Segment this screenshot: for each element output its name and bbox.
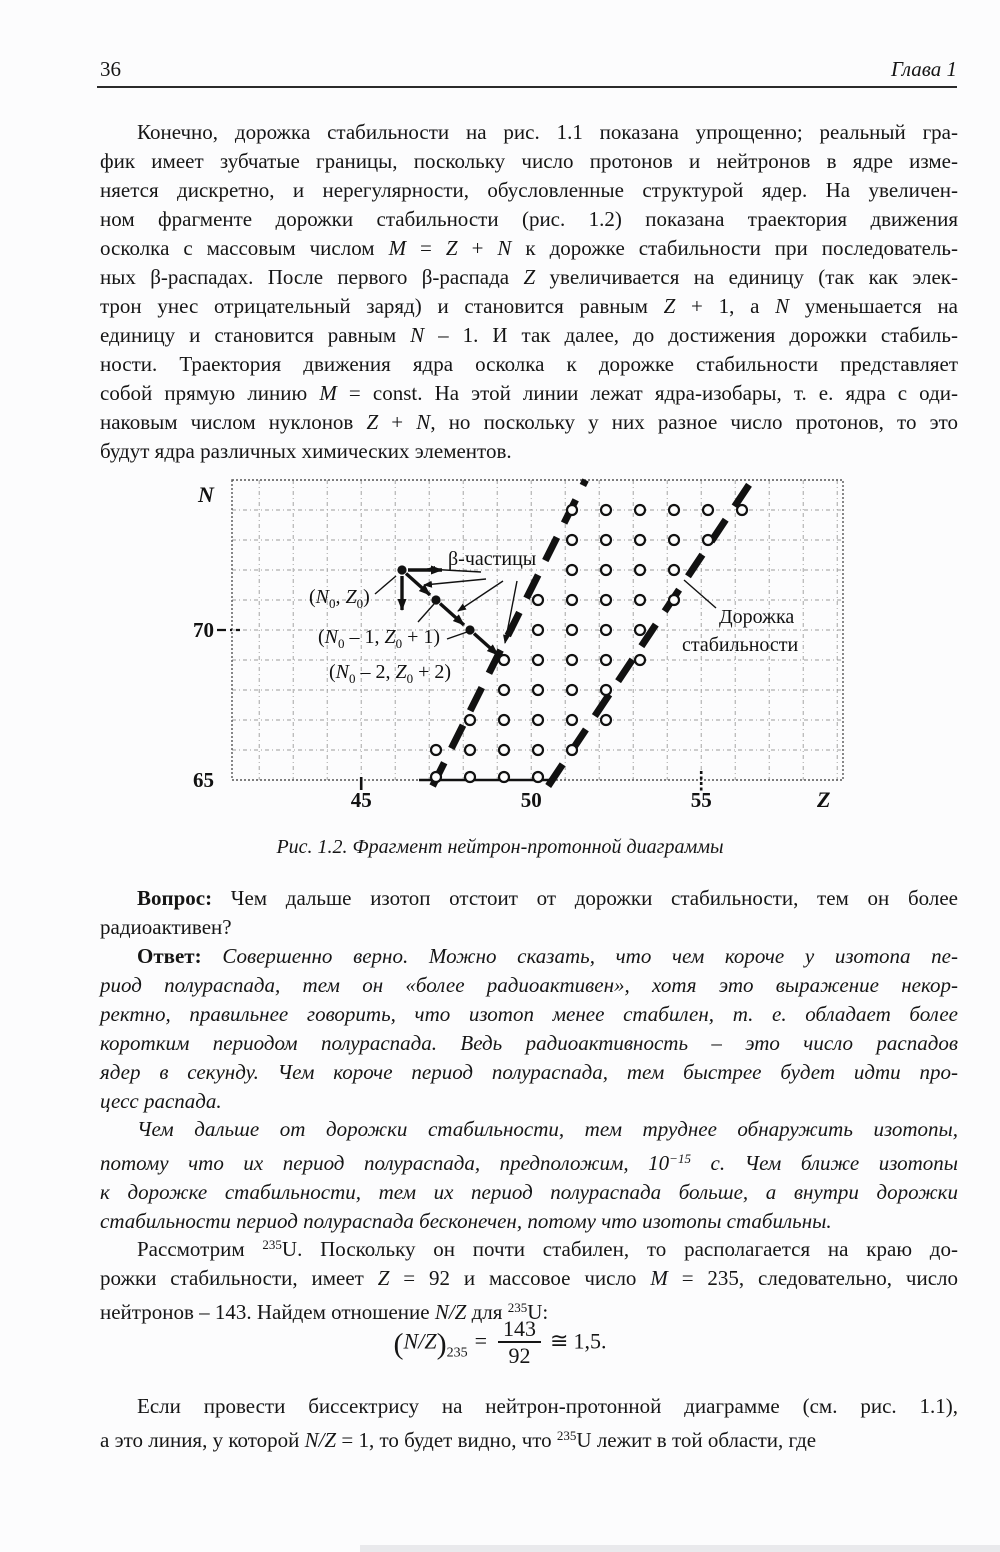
text-run: 235 — [262, 1237, 282, 1252]
text-run: наковым числом нуклонов — [100, 410, 367, 434]
stable-isotope-marker — [601, 535, 611, 545]
stable-isotope-marker — [601, 685, 611, 695]
formula-open-paren: ( — [393, 1327, 404, 1361]
text-run: = 92 и массовое число — [389, 1266, 651, 1290]
text-run: , но поскольку у них разное число протонов, то это — [430, 410, 959, 434]
track-label-line1: Дорожка — [719, 606, 795, 628]
chapter-title: Глава 1 — [891, 57, 957, 81]
text-line — [100, 1087, 958, 1116]
text-line — [100, 118, 958, 147]
text-run: а это линия, у которой — [100, 1428, 305, 1452]
stable-isotope-marker — [465, 745, 475, 755]
formula-value: 1,5 — [573, 1328, 601, 1354]
text-run: −15 — [669, 1151, 691, 1166]
text-line — [100, 1144, 958, 1178]
text-run: 235 — [507, 1300, 528, 1315]
paragraph-bisector — [100, 1392, 958, 1455]
paragraph-uranium — [100, 1230, 958, 1327]
text-run: уменьшается на — [789, 294, 958, 318]
stable-isotope-marker — [635, 625, 645, 635]
label-pointer-line — [447, 632, 467, 639]
stable-isotope-marker — [533, 772, 543, 782]
text-line — [100, 942, 958, 971]
stable-isotope-marker — [533, 715, 543, 725]
text-line — [100, 913, 958, 942]
stable-isotope-marker — [499, 715, 509, 725]
track-label-line2: стабильности — [682, 634, 799, 656]
formula-nz-ratio — [0, 1316, 1000, 1369]
header-rule — [97, 86, 957, 88]
stable-isotope-marker — [431, 772, 441, 782]
text-run: фик имеет зубчатые границы, поскольку число протонов и нейтронов в ядре изме- — [100, 149, 958, 173]
text-run: ядер в секунду. Чем короче период полураспада, тем быстрее будет идти про- — [100, 1060, 958, 1084]
text-line — [100, 176, 958, 205]
stable-isotope-marker — [567, 655, 577, 665]
formula-subscript: 235 — [446, 1345, 468, 1361]
stable-isotope-marker — [465, 772, 475, 782]
text-run: = 235, следовательно, число — [667, 1266, 959, 1290]
text-run: = — [406, 236, 446, 260]
text-run: радиоактивен? — [100, 915, 232, 939]
page-header — [100, 57, 957, 82]
text-run: няется дискретно, и нерегулярности, обусловленные структурой ядер. На увеличен- — [100, 178, 958, 202]
stable-isotope-marker — [635, 535, 645, 545]
text-run: коротким периодом полураспада. Ведь радиоактивность – это число распадов — [100, 1031, 958, 1055]
text-run: N — [775, 294, 790, 318]
text-run: ректно, правильнее говорить, что изотоп менее стабилен, т. е. обладает более — [100, 1002, 958, 1026]
text-run: к дорожке стабильности, тем их период полураспада больше, а внутри дорожки — [100, 1180, 958, 1204]
text-line — [100, 1000, 958, 1029]
stable-isotope-marker — [567, 595, 577, 605]
axis-label-n: N — [198, 482, 214, 507]
stable-isotope-marker — [669, 565, 679, 575]
text-line — [100, 1115, 958, 1144]
stable-isotope-marker — [533, 745, 543, 755]
text-run: Z — [523, 265, 536, 289]
text-line — [100, 1392, 958, 1421]
stable-isotope-marker — [533, 595, 543, 605]
text-line — [100, 234, 958, 263]
axis-label-z: Z — [817, 787, 831, 812]
stable-isotope-marker — [567, 565, 577, 575]
text-run — [202, 944, 223, 968]
text-run: M — [388, 236, 407, 260]
text-line — [100, 292, 958, 321]
text-run: Рассмотрим — [137, 1237, 263, 1261]
text-run: Чем дальше изотоп отстоит от дорожки стабильности, тем он более — [212, 886, 958, 910]
point-label-2: ($N_0 - 2$, $Z_0 + 2$) — [329, 661, 452, 686]
text-run: Z — [366, 410, 379, 434]
paragraph-question — [100, 884, 958, 942]
text-run: N — [416, 410, 431, 434]
text-line — [100, 408, 958, 437]
text-run: Вопрос: — [137, 886, 213, 910]
stable-isotope-marker — [601, 625, 611, 635]
text-run: Z — [445, 236, 458, 260]
paragraph-stability-track — [100, 118, 958, 466]
text-run: 235 — [556, 1428, 577, 1443]
text-run: стабильности период полураспада бесконечен, потому что изотопы стабильны. — [100, 1209, 832, 1233]
beta-pointer-arrow — [458, 581, 503, 611]
text-run: N/Z — [434, 1300, 467, 1324]
stable-isotope-marker — [567, 685, 577, 695]
fission-fragment-point — [397, 565, 406, 574]
page-number: 36 — [100, 57, 121, 81]
text-run: Если провести биссектрису на нейтрон-протонной диаграмме (см. рис. 1.1), — [137, 1394, 958, 1418]
text-line — [100, 971, 958, 1000]
text-run: единицу и становится равным — [100, 323, 411, 347]
text-run: U лежит в той области, где — [576, 1428, 817, 1452]
text-line — [100, 147, 958, 176]
formula-period: . — [600, 1328, 607, 1354]
stable-isotope-marker — [635, 595, 645, 605]
point-label-1: ($N_0 - 1$, $Z_0 + 1$) — [318, 626, 441, 651]
formula-equals: = — [474, 1328, 487, 1354]
beta-decay-arrow — [440, 604, 464, 626]
text-line — [100, 263, 958, 292]
text-run: риод полураспада, тем он «более радиоактивен», хотя это выражение некор- — [100, 973, 958, 997]
text-line — [100, 1178, 958, 1207]
x-tick-label: 55 — [690, 788, 712, 812]
text-run: N — [410, 323, 425, 347]
figure-neutron-proton-diagram — [185, 475, 875, 825]
text-run: трон унес отрицательный заряд) и становится равным — [100, 294, 664, 318]
y-tick-label: 70 — [193, 618, 214, 642]
text-run: Z — [377, 1266, 390, 1290]
text-run: будут ядра различных химических элементов. — [100, 439, 512, 463]
text-run: с. Чем ближе изотопы — [690, 1151, 958, 1175]
text-run: M — [319, 381, 337, 405]
text-run: M — [650, 1266, 668, 1290]
stable-isotope-marker — [499, 655, 509, 665]
x-tick-label: 45 — [350, 788, 372, 812]
text-line — [100, 379, 958, 408]
text-run: ности. Траектория движения ядра осколка к дорожке стабильности представляет — [100, 352, 958, 376]
label-pointer-line — [375, 576, 396, 594]
stable-isotope-marker — [703, 535, 713, 545]
stable-isotope-marker — [601, 595, 611, 605]
stable-isotope-marker — [499, 685, 509, 695]
formula-numerator: 143 — [498, 1316, 541, 1343]
fission-fragment-point — [431, 595, 440, 604]
text-run: осколка с массовым числом — [100, 236, 389, 260]
text-run: Чем дальше от дорожки стабильности, тем труднее обнаружить изотопы, — [137, 1117, 958, 1141]
stable-isotope-marker — [737, 505, 747, 515]
text-run: рожки стабильности, имеет — [100, 1266, 378, 1290]
text-run: U. Поскольку он почти стабилен, то располагается на краю до- — [281, 1237, 958, 1261]
text-run: = const. На этой линии лежат ядра-изобары, т. е. ядра с оди- — [336, 381, 958, 405]
text-line — [100, 321, 958, 350]
text-run: Совершенно верно. Можно сказать, что чем короче у изотопа пе- — [222, 944, 958, 968]
x-tick-label: 50 — [520, 788, 542, 812]
text-run: ном фрагменте дорожки стабильности (рис. 1.2) показана траектория движения — [100, 207, 958, 231]
stable-isotope-marker — [499, 772, 509, 782]
stable-isotope-marker — [669, 505, 679, 515]
text-run: N/Z — [304, 1428, 337, 1452]
text-run: Ответ: — [137, 944, 202, 968]
scan-artifact-bar — [360, 1545, 1000, 1552]
figure-caption: Рис. 1.2. Фрагмент нейтрон-протонной диаграммы — [276, 836, 724, 858]
text-line — [100, 437, 958, 466]
text-run: к дорожке стабильности при последователь- — [511, 236, 959, 260]
label-pointer-line — [418, 604, 434, 622]
stable-isotope-marker — [635, 565, 645, 575]
stable-isotope-marker — [499, 745, 509, 755]
stability-track-right-boundary — [548, 480, 752, 786]
text-run: N — [497, 236, 512, 260]
stable-isotope-marker — [635, 505, 645, 515]
stable-isotope-marker — [567, 505, 577, 515]
formula-close-paren: ) — [436, 1327, 447, 1361]
text-run: = 1, то будет видно, что — [336, 1428, 557, 1452]
text-run: + 1, а — [675, 294, 776, 318]
stable-isotope-marker — [601, 655, 611, 665]
stable-isotope-marker — [601, 715, 611, 725]
fission-fragment-point — [465, 625, 474, 634]
text-run: для — [466, 1300, 508, 1324]
beta-particles-label: β-частицы — [448, 548, 537, 570]
text-line — [100, 884, 958, 913]
stable-isotope-marker — [567, 535, 577, 545]
stable-isotope-marker — [703, 505, 713, 515]
beta-decay-arrow — [474, 634, 498, 656]
text-line — [100, 205, 958, 234]
point-label-0: ($N_0$, $Z_0$) — [309, 586, 370, 611]
text-line — [100, 1264, 958, 1293]
text-line — [100, 350, 958, 379]
text-run: нейтронов – 143. Найдем отношение — [100, 1300, 435, 1324]
stable-isotope-marker — [533, 625, 543, 635]
stable-isotope-marker — [533, 685, 543, 695]
stable-isotope-marker — [567, 625, 577, 635]
stable-isotope-marker — [669, 535, 679, 545]
label-pointer-line — [684, 580, 716, 608]
text-run: Конечно, дорожка стабильности на рис. 1.1 показана упрощенно; реальный гра- — [137, 120, 958, 144]
text-line — [100, 1230, 958, 1264]
paragraph-answer — [100, 942, 958, 1116]
text-run: собой прямую линию — [100, 381, 320, 405]
formula-fraction — [498, 1316, 541, 1369]
stable-isotope-marker — [567, 715, 577, 725]
paragraph-halflife — [100, 1115, 958, 1236]
text-run: цесс распада. — [100, 1089, 222, 1113]
text-run: потому что их период полураспада, предположим, 10 — [100, 1151, 670, 1175]
stable-isotope-marker — [465, 715, 475, 725]
text-run: + — [457, 236, 498, 260]
stable-isotope-marker — [533, 655, 543, 665]
stable-isotope-marker — [601, 505, 611, 515]
figure-svg — [185, 475, 875, 825]
text-run: Z — [663, 294, 676, 318]
stability-track-left-boundary — [433, 480, 586, 786]
text-run: – 1. И так далее, до достижения дорожки стабиль- — [424, 323, 958, 347]
y-tick-label: 65 — [193, 768, 214, 792]
text-line — [100, 1421, 958, 1455]
text-line — [100, 1029, 958, 1058]
stable-isotope-marker — [669, 595, 679, 605]
formula-denominator: 92 — [508, 1343, 531, 1369]
text-run: увеличивается на единицу (так как элек- — [535, 265, 958, 289]
formula-approx-sign: ≅ — [550, 1328, 569, 1354]
stable-isotope-marker — [431, 745, 441, 755]
text-run: U: — [527, 1300, 549, 1324]
text-run: ных β-распадах. После первого β-распада — [100, 265, 524, 289]
beta-pointer-arrow — [424, 579, 486, 585]
text-line — [100, 1058, 958, 1087]
text-run: + — [378, 410, 417, 434]
stable-isotope-marker — [567, 745, 577, 755]
formula-core: N/Z — [403, 1328, 437, 1354]
stable-isotope-marker — [601, 565, 611, 575]
stable-isotope-marker — [635, 655, 645, 665]
